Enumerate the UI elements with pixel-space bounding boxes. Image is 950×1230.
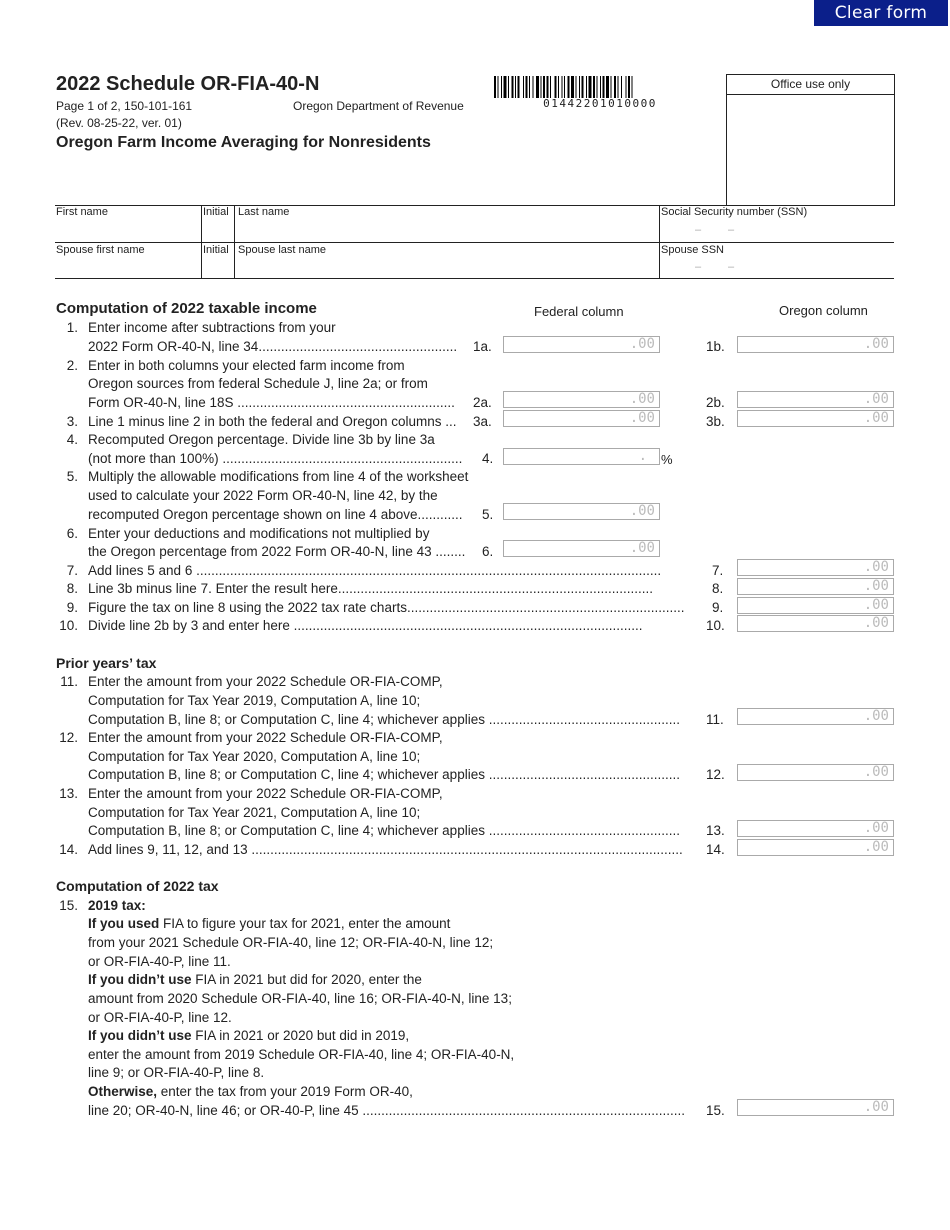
line-text: FIA in 2021 or 2020 but did in 2019,: [191, 1028, 410, 1043]
line-number: 7.: [66, 563, 78, 578]
line-text: from your 2021 Schedule OR-FIA-40, line 12; OR-FIA-40-N, line 12;: [88, 935, 494, 950]
line-text: Computation B, line 8; or Computation C, line 4; whichever applies ...................................................: [88, 823, 680, 838]
line-1b-input[interactable]: .00: [737, 336, 894, 353]
line-label: 2a.: [473, 395, 492, 410]
line-label: 12.: [706, 767, 725, 782]
line-text: 2019 tax:: [88, 898, 146, 913]
line-number: 5.: [66, 469, 78, 484]
line-text: Recomputed Oregon percentage. Divide line 3b by line 3a: [88, 432, 435, 447]
oregon-column-header: Oregon column: [779, 303, 868, 318]
first-name-field[interactable]: First name: [56, 206, 108, 218]
line-2a-input[interactable]: .00: [503, 391, 660, 408]
line-number: 14.: [59, 842, 78, 857]
identity-bottom-rule: [55, 278, 894, 279]
percent-sign: %: [661, 452, 673, 467]
office-use-box: [726, 74, 895, 206]
line-number: 1.: [66, 320, 78, 335]
line-label: 2b.: [706, 395, 725, 410]
line-text: Enter the amount from your 2022 Schedule OR-FIA-COMP,: [88, 730, 443, 745]
line-12-input[interactable]: .00: [737, 764, 894, 781]
line-text: Line 1 minus line 2 in both the federal and Oregon columns ...: [88, 414, 457, 429]
emphasis-text: If you didn’t use: [88, 1028, 192, 1043]
line-text: line 9; or OR-FIA-40-P, line 8.: [88, 1065, 265, 1080]
ssn-dash: –: [728, 224, 735, 236]
line-text: Computation B, line 8; or Computation C, line 4; whichever applies ...................................................: [88, 712, 680, 727]
line-text: Line 3b minus line 7. Enter the result here....................................................................................: [88, 581, 653, 596]
line-text: Oregon sources from federal Schedule J, line 2a; or from: [88, 376, 428, 391]
line-number: 9.: [66, 600, 78, 615]
line-label: 5.: [482, 507, 494, 522]
line-text: Computation for Tax Year 2020, Computation A, line 10;: [88, 749, 421, 764]
line-6-input[interactable]: .00: [503, 540, 660, 557]
line-label: 3a.: [473, 414, 492, 429]
line-text: Add lines 9, 11, 12, and 13 ...................................................................................................................: [88, 842, 683, 857]
line-text: Figure the tax on line 8 using the 2022 tax rate charts..........................................................................: [88, 600, 685, 615]
form-title: 2022 Schedule OR-FIA-40-N: [56, 73, 320, 95]
federal-column-header: Federal column: [534, 304, 624, 319]
section-title: Prior years’ tax: [56, 655, 157, 671]
line-label: 6.: [482, 544, 494, 559]
line-number: 12.: [59, 730, 78, 745]
emphasis-text: Otherwise,: [88, 1084, 158, 1099]
line-label: 4.: [482, 451, 494, 466]
ssn-field[interactable]: Social Security number (SSN): [661, 206, 808, 218]
line-text: enter the tax from your 2019 Form OR-40,: [157, 1084, 413, 1099]
line-number: 2.: [66, 358, 78, 373]
line-label: 14.: [706, 842, 725, 857]
line-text: line 20; OR-40-N, line 46; or OR-40-P, line 45 ......................................................................................: [88, 1103, 685, 1118]
line-9-input[interactable]: .00: [737, 597, 894, 614]
line-number: 4.: [66, 432, 78, 447]
line-text: amount from 2020 Schedule OR-FIA-40, line 16; OR-FIA-40-N, line 13;: [88, 991, 512, 1006]
line-text: or OR-FIA-40-P, line 12.: [88, 1010, 232, 1025]
line-text: enter the amount from 2019 Schedule OR-FIA-40, line 4; OR-FIA-40-N,: [88, 1047, 515, 1062]
page-info: Page 1 of 2, 150-101-161: [56, 99, 193, 113]
spouse-ssn-field[interactable]: Spouse SSN: [661, 244, 724, 256]
line-text: the Oregon percentage from 2022 Form OR-40-N, line 43 ........: [88, 544, 466, 559]
section-title: Computation of 2022 taxable income: [56, 300, 317, 317]
last-name-field[interactable]: Last name: [238, 206, 290, 218]
department-name: Oregon Department of Revenue: [293, 99, 464, 113]
line-label: 13.: [706, 823, 725, 838]
line-1a-input[interactable]: .00: [503, 336, 660, 353]
line-label: 9.: [712, 600, 724, 615]
line-number: 10.: [59, 618, 78, 633]
ssn-dash: –: [695, 261, 702, 273]
line-13-input[interactable]: .00: [737, 820, 894, 837]
line-text: Enter your deductions and modifications not multiplied by: [88, 526, 430, 541]
line-2b-input[interactable]: .00: [737, 391, 894, 408]
line-number: 15.: [59, 898, 78, 913]
ssn-dash: –: [695, 224, 702, 236]
line-label: 15.: [706, 1103, 725, 1118]
line-text: [88, 972, 422, 988]
identity-divider: [201, 205, 202, 278]
line-text: Add lines 5 and 6 ............................................................................................................................: [88, 563, 662, 578]
line-text: or OR-FIA-40-P, line 11.: [88, 954, 231, 969]
line-14-input[interactable]: .00: [737, 839, 894, 856]
line-label: 11.: [706, 712, 724, 727]
form-subtitle: Oregon Farm Income Averaging for Nonresidents: [56, 134, 431, 151]
line-number: 6.: [66, 526, 78, 541]
line-text: recomputed Oregon percentage shown on line 4 above............: [88, 507, 463, 522]
initial-field[interactable]: Initial: [203, 206, 229, 218]
line-text: Multiply the allowable modifications from line 4 of the worksheet: [88, 469, 469, 484]
line-label: 7.: [712, 563, 724, 578]
office-use-label: Office use only: [727, 75, 894, 95]
line-number: 8.: [66, 581, 78, 596]
line-text: Enter income after subtractions from your: [88, 320, 336, 335]
line-text: FIA to figure your tax for 2021, enter the amount: [159, 916, 451, 931]
line-text: [88, 916, 450, 932]
section-title: Computation of 2022 tax: [56, 878, 219, 894]
line-label: 1a.: [473, 339, 492, 354]
line-text: [88, 1084, 413, 1100]
spouse-initial-field[interactable]: Initial: [203, 244, 229, 256]
line-text: Computation for Tax Year 2021, Computation A, line 10;: [88, 805, 421, 820]
line-5-input[interactable]: .00: [503, 503, 660, 520]
line-11-input[interactable]: .00: [737, 708, 894, 725]
line-text: 2022 Form OR-40-N, line 34.....................................................: [88, 339, 458, 354]
line-text: Enter in both columns your elected farm income from: [88, 358, 405, 373]
line-8-input[interactable]: .00: [737, 578, 894, 595]
line-label: 3b.: [706, 414, 725, 429]
line-text: Form OR-40-N, line 18S ..........................................................: [88, 395, 455, 410]
line-text: Computation B, line 8; or Computation C, line 4; whichever applies ...................................................: [88, 767, 680, 782]
line-text: Enter the amount from your 2022 Schedule OR-FIA-COMP,: [88, 786, 443, 801]
line-text: used to calculate your 2022 Form OR-40-N, line 42, by the: [88, 488, 438, 503]
line-number: 3.: [66, 414, 78, 429]
ssn-dash: –: [728, 261, 735, 273]
revision-info: (Rev. 08-25-22, ver. 01): [56, 116, 182, 130]
emphasis-text: If you didn’t use: [88, 972, 192, 987]
line-number: 13.: [59, 786, 78, 801]
identity-middle-rule: [55, 242, 894, 243]
identity-divider: [659, 205, 660, 278]
identity-divider: [234, 205, 235, 278]
line-15-input[interactable]: .00: [737, 1099, 894, 1116]
line-label: 8.: [712, 581, 724, 596]
line-text: Enter the amount from your 2022 Schedule OR-FIA-COMP,: [88, 674, 443, 689]
line-10-input[interactable]: .00: [737, 615, 894, 632]
line-number: 11.: [60, 674, 78, 689]
spouse-first-name-field[interactable]: Spouse first name: [56, 244, 145, 256]
line-label: 10.: [706, 618, 725, 633]
emphasis-text: If you used: [88, 916, 160, 931]
barcode-image: [494, 76, 706, 98]
line-text: FIA in 2021 but did for 2020, enter the: [191, 972, 422, 987]
line-3a-input[interactable]: .00: [503, 410, 660, 427]
line-4-percent-input[interactable]: .: [503, 448, 660, 465]
line-7-input[interactable]: .00: [737, 559, 894, 576]
barcode-number: 01442201010000: [543, 97, 657, 110]
line-text: [88, 1028, 409, 1044]
clear-form-button[interactable]: Clear form: [814, 0, 948, 26]
line-text: (not more than 100%) ................................................................: [88, 451, 463, 466]
line-3b-input[interactable]: .00: [737, 410, 894, 427]
spouse-last-name-field[interactable]: Spouse last name: [238, 244, 327, 256]
line-text: Computation for Tax Year 2019, Computation A, line 10;: [88, 693, 421, 708]
line-text: Divide line 2b by 3 and enter here .............................................................................................: [88, 618, 643, 633]
line-label: 1b.: [706, 339, 725, 354]
